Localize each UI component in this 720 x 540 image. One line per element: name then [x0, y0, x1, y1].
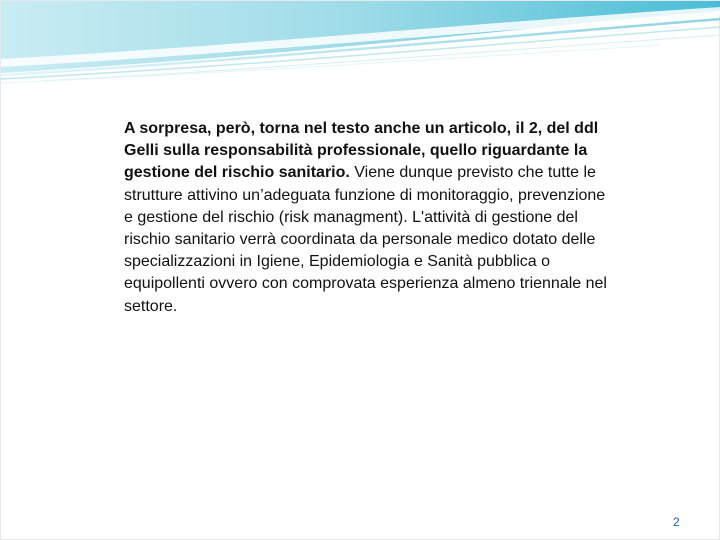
paragraph-bold-part: A sorpresa, però, torna nel testo anche un articolo, il 2, del ddl Gelli sulla responsabilità professionale, quello riguardante la gestione del rischio sanitario.: [124, 120, 599, 182]
paragraph-regular-part: Viene dunque previsto che tutte le strutture attivino un’adeguata funzione di monitoraggio, prevenzione e gestione del rischio (risk managment). L'attività di gestione del rischio sanitario verrà coordinata da personale medico dotato delle specializzazioni in Igiene, Epidemiologia e Sanità pubblica o equipollenti ovvero con comprovata esperienza almeno triennale nel settore.: [124, 164, 607, 315]
main-paragraph: [124, 118, 614, 318]
page-number: 2: [673, 515, 680, 529]
header-wave-decoration: [1, 1, 720, 96]
